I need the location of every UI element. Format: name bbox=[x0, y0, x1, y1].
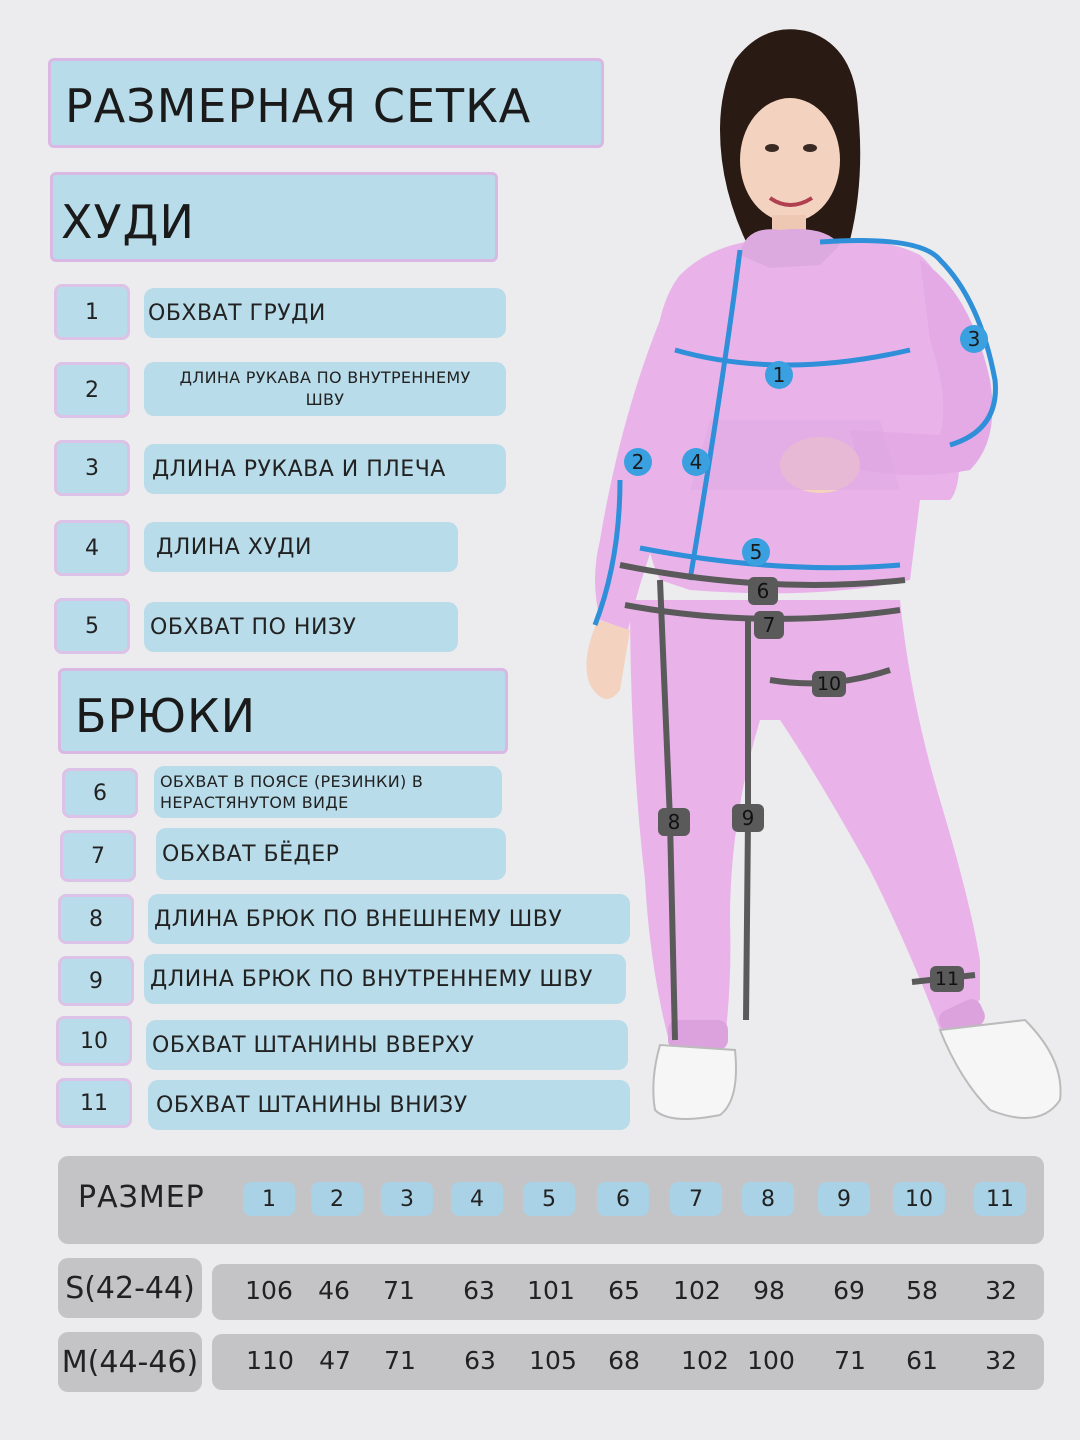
hoodie-item-number: 4 bbox=[54, 520, 130, 576]
hoodie-item-number: 1 bbox=[54, 284, 130, 340]
pants-item-label: ОБХВАТ ШТАНИНЫ ВВЕРХУ bbox=[146, 1020, 628, 1070]
size-column-chip: 9 bbox=[818, 1182, 870, 1216]
size-column-chip: 1 bbox=[243, 1182, 295, 1216]
size-row-label: M(44-46) bbox=[58, 1332, 202, 1392]
pants-heading: БРЮКИ bbox=[75, 689, 257, 743]
size-cell: 105 bbox=[529, 1346, 577, 1375]
hoodie-item-label: ОБХВАТ ПО НИЗУ bbox=[144, 602, 458, 652]
measure-marker-7: 7 bbox=[754, 611, 784, 639]
size-cell: 47 bbox=[319, 1346, 351, 1375]
size-cell: 102 bbox=[673, 1276, 721, 1305]
pants-item-number: 11 bbox=[56, 1078, 132, 1128]
hoodie-item-label: ДЛИНА ХУДИ bbox=[144, 522, 458, 572]
pants-item-label: ОБХВАТ В ПОЯСЕ (РЕЗИНКИ) В НЕРАСТЯНУТОМ ВИДЕ bbox=[154, 766, 502, 818]
size-row-label: S(42-44) bbox=[58, 1258, 202, 1318]
hoodie-item-number: 2 bbox=[54, 362, 130, 418]
size-column-chip: 7 bbox=[670, 1182, 722, 1216]
size-cell: 102 bbox=[681, 1346, 729, 1375]
measure-marker-11: 11 bbox=[930, 966, 964, 992]
pants-item-number: 8 bbox=[58, 894, 134, 944]
size-cell: 63 bbox=[463, 1276, 495, 1305]
measure-marker-5: 5 bbox=[742, 538, 770, 566]
measure-marker-8: 8 bbox=[658, 808, 690, 836]
size-cell: 69 bbox=[833, 1276, 865, 1305]
size-column-label: РАЗМЕР bbox=[78, 1180, 205, 1215]
size-cell: 98 bbox=[753, 1276, 785, 1305]
size-cell: 68 bbox=[608, 1346, 640, 1375]
pants-item-label: ДЛИНА БРЮК ПО ВНЕШНЕМУ ШВУ bbox=[148, 894, 630, 944]
size-cell: 101 bbox=[527, 1276, 575, 1305]
size-column-chip: 10 bbox=[893, 1182, 945, 1216]
measure-marker-9: 9 bbox=[732, 804, 764, 832]
size-column-chip: 2 bbox=[311, 1182, 363, 1216]
hoodie-item-label: ДЛИНА РУКАВА И ПЛЕЧА bbox=[144, 444, 506, 494]
hoodie-item-number: 5 bbox=[54, 598, 130, 654]
measure-marker-4: 4 bbox=[682, 448, 710, 476]
measure-marker-1: 1 bbox=[765, 361, 793, 389]
size-cell: 110 bbox=[246, 1346, 294, 1375]
model-illustration bbox=[520, 20, 1080, 1150]
measure-marker-6: 6 bbox=[748, 577, 778, 605]
size-cell: 71 bbox=[383, 1276, 415, 1305]
measure-marker-10: 10 bbox=[812, 671, 846, 697]
hoodie-item-label: ДЛИНА РУКАВА ПО ВНУТРЕННЕМУ ШВУ bbox=[144, 362, 506, 416]
size-cell: 106 bbox=[245, 1276, 293, 1305]
size-cell: 58 bbox=[906, 1276, 938, 1305]
pants-item-label: ОБХВАТ БЁДЕР bbox=[156, 828, 506, 880]
pants-item-number: 6 bbox=[62, 768, 138, 818]
size-cell: 71 bbox=[384, 1346, 416, 1375]
size-cell: 65 bbox=[608, 1276, 640, 1305]
size-cell: 71 bbox=[834, 1346, 866, 1375]
measure-marker-3: 3 bbox=[960, 325, 988, 353]
hoodie-item-number: 3 bbox=[54, 440, 130, 496]
size-cell: 32 bbox=[985, 1346, 1017, 1375]
size-column-chip: 8 bbox=[742, 1182, 794, 1216]
size-cell: 63 bbox=[464, 1346, 496, 1375]
size-column-chip: 3 bbox=[381, 1182, 433, 1216]
pants-item-label: ОБХВАТ ШТАНИНЫ ВНИЗУ bbox=[148, 1080, 630, 1130]
pants-heading-box bbox=[58, 668, 508, 754]
size-column-chip: 6 bbox=[597, 1182, 649, 1216]
hoodie-item-label: ОБХВАТ ГРУДИ bbox=[144, 288, 506, 338]
page-title: РАЗМЕРНАЯ СЕТКА bbox=[65, 79, 532, 133]
size-column-chip: 4 bbox=[451, 1182, 503, 1216]
measure-marker-2: 2 bbox=[624, 448, 652, 476]
size-cell: 46 bbox=[318, 1276, 350, 1305]
hoodie-heading: ХУДИ bbox=[61, 195, 195, 249]
hoodie-heading-box bbox=[50, 172, 498, 262]
size-column-chip: 5 bbox=[523, 1182, 575, 1216]
size-cell: 61 bbox=[906, 1346, 938, 1375]
size-column-chip: 11 bbox=[974, 1182, 1026, 1216]
pants-item-number: 7 bbox=[60, 830, 136, 882]
pants-item-label: ДЛИНА БРЮК ПО ВНУТРЕННЕМУ ШВУ bbox=[144, 954, 626, 1004]
size-cell: 32 bbox=[985, 1276, 1017, 1305]
model-photo bbox=[520, 20, 1080, 1150]
pants-item-number: 10 bbox=[56, 1016, 132, 1066]
size-cell: 100 bbox=[747, 1346, 795, 1375]
pants-item-number: 9 bbox=[58, 956, 134, 1006]
